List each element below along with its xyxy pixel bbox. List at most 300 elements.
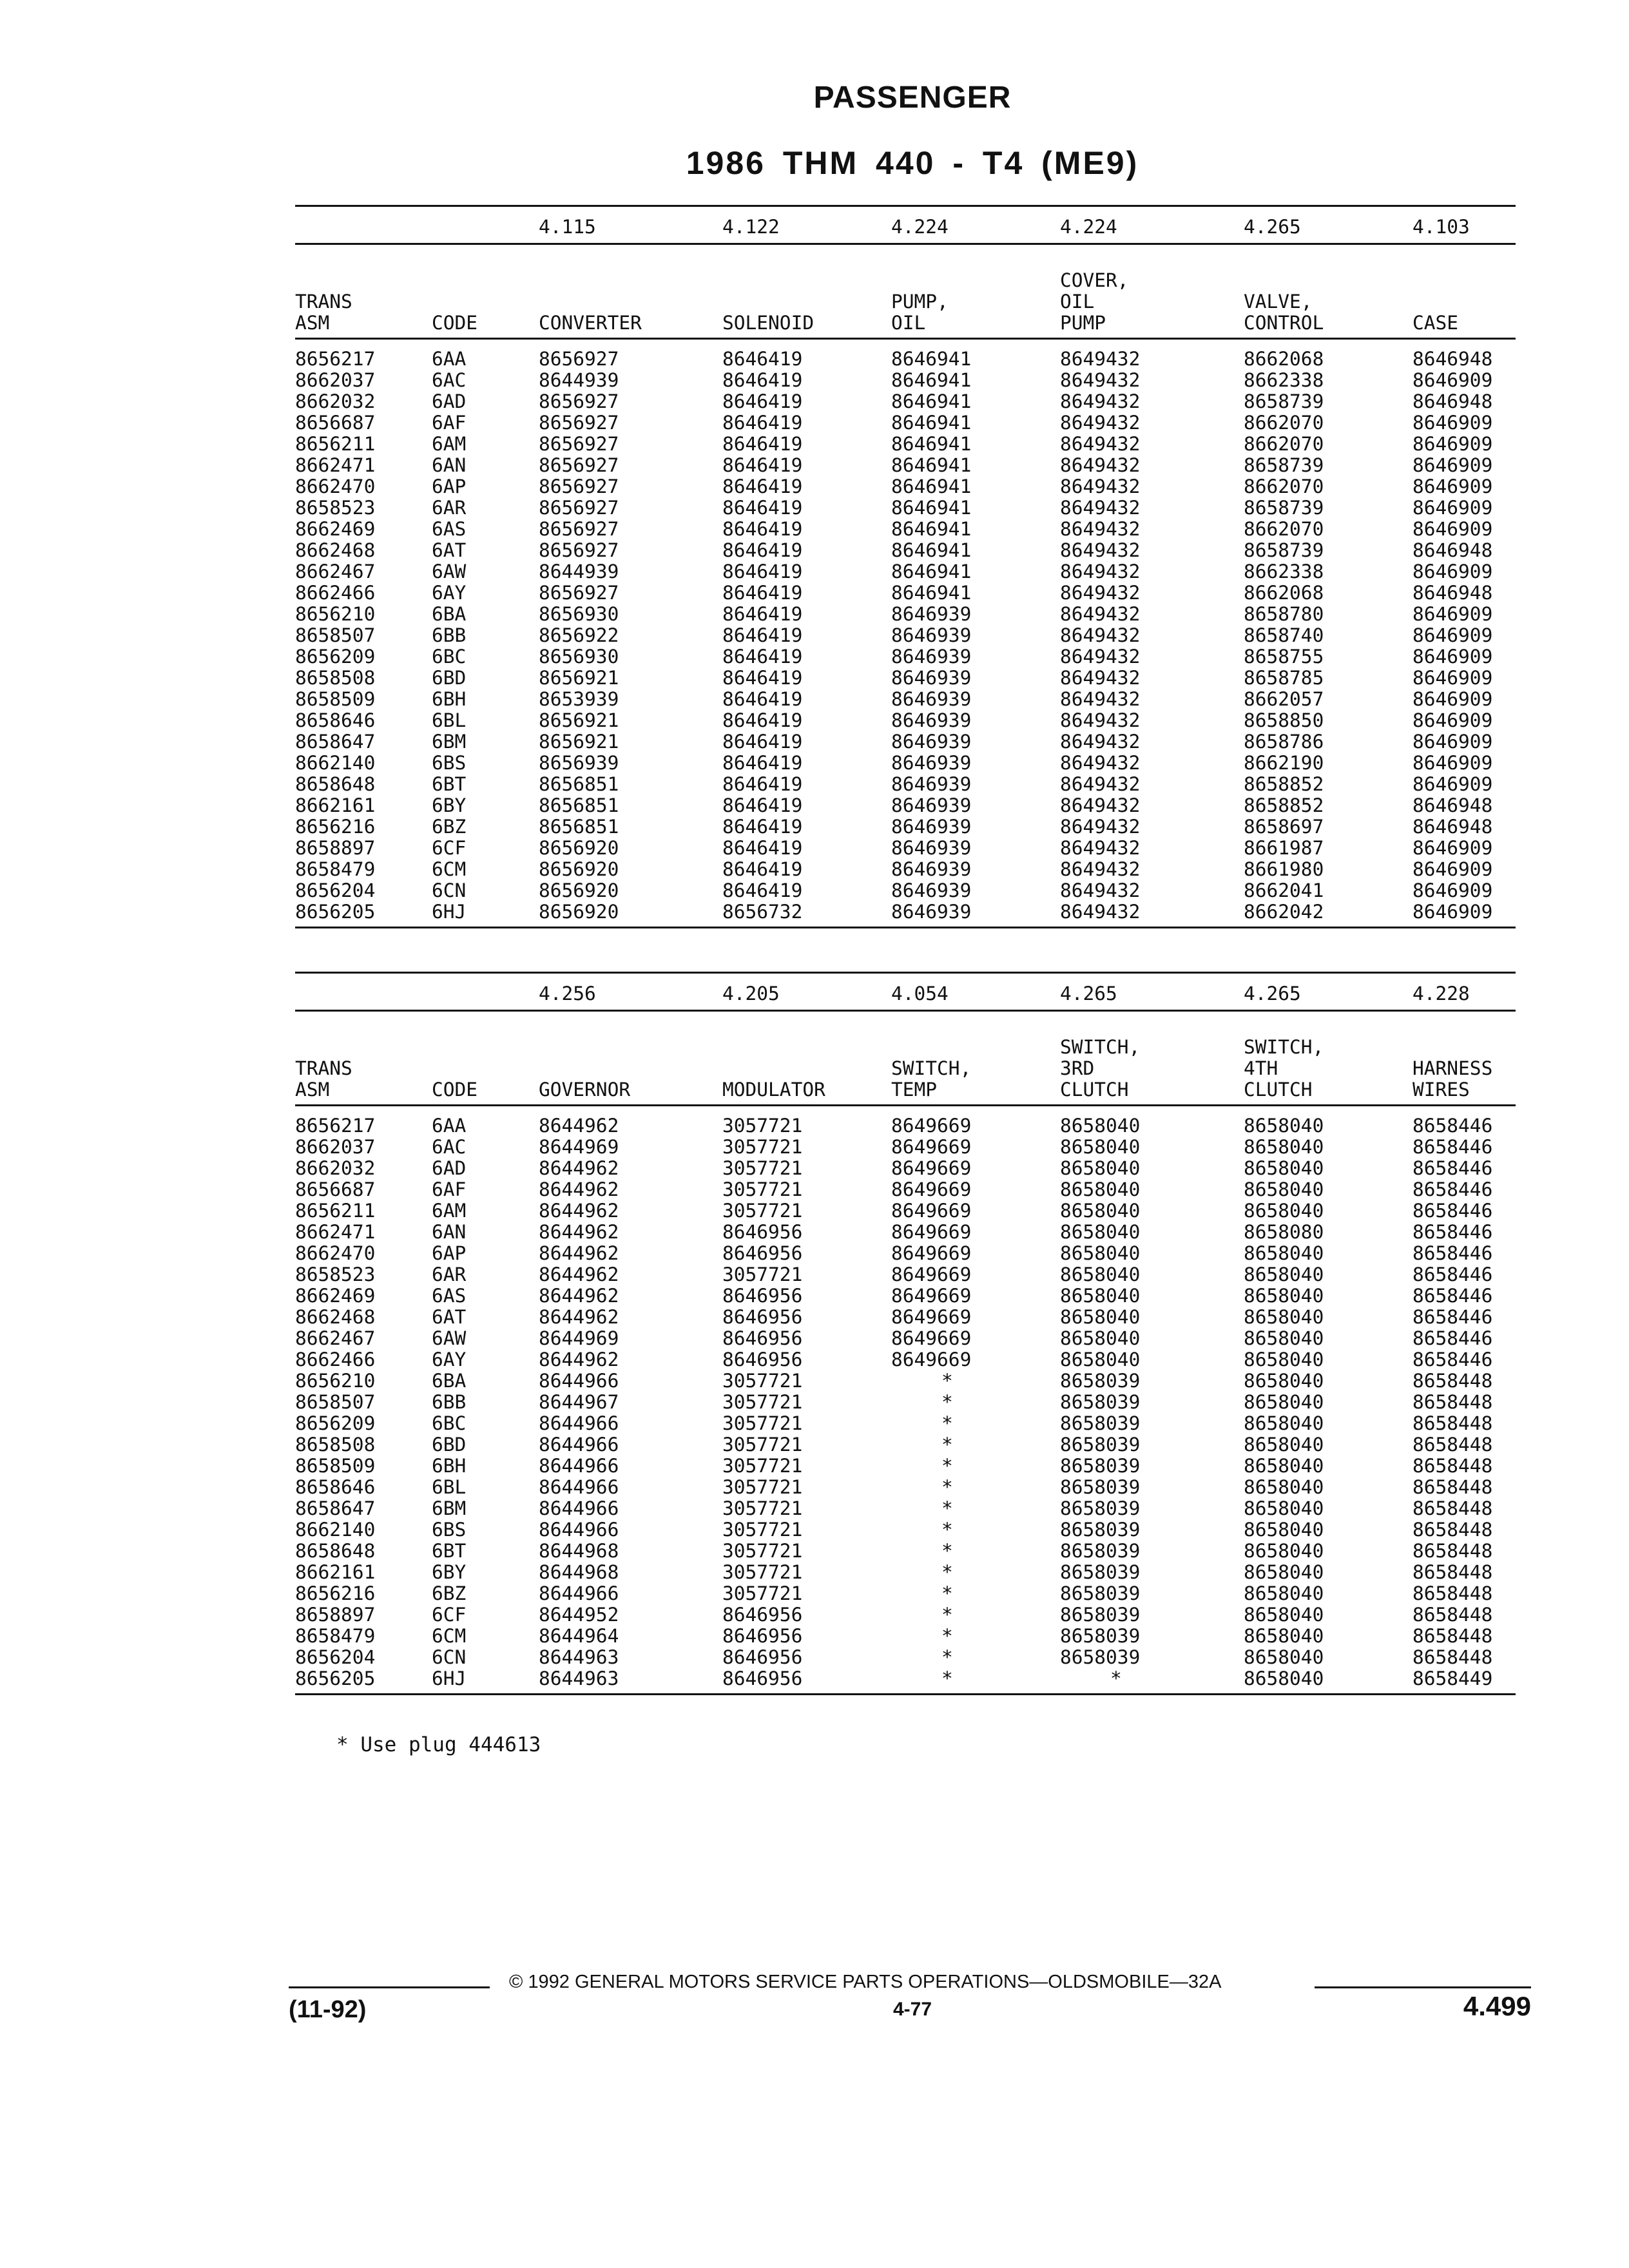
table-cell: 6BD [432,667,467,689]
table-cell: 8646909 [1412,561,1493,582]
table-cell: 8646419 [722,837,803,859]
table-cell: 6AY [432,1349,467,1370]
table-cell: 8649669 [891,1157,972,1179]
table-row [295,1604,1516,1626]
column-header-row [295,244,1516,339]
table-cell: 8646939 [891,837,972,859]
table-cell: 6CF [432,1604,467,1626]
table-cell: 8658448 [1412,1604,1493,1626]
table-cell: 8644966 [539,1434,619,1456]
table-cell: 8646419 [722,518,803,540]
table-cell: 8646956 [722,1646,803,1668]
table-cell: 8658040 [1244,1582,1324,1604]
table-cell: 8646941 [891,497,972,519]
table-cell: 8658040 [1244,1519,1324,1541]
column-header: TRANS ASM [295,1011,432,1106]
table-cell: 8658040 [1060,1136,1141,1158]
table-row [295,391,1516,412]
table-cell: 8649432 [1060,497,1141,519]
table-cell: 8656732 [722,901,803,923]
table-cell: 8649432 [1060,731,1141,753]
table-cell: 8658446 [1412,1178,1493,1200]
table-cell: 8646419 [722,731,803,753]
table-cell: 8662471 [295,1221,376,1243]
table-cell: 8658040 [1244,1667,1324,1689]
table-cell: 8646948 [1412,816,1493,838]
table-cell: 3057721 [722,1582,803,1604]
table-cell: 8649432 [1060,518,1141,540]
table-cell: 8658040 [1244,1136,1324,1158]
table-cell: 3057721 [722,1391,803,1413]
table-cell: 8658852 [1244,794,1324,816]
table-cell: 6BB [432,624,467,646]
table-cell: 8658448 [1412,1370,1493,1392]
column-header: SOLENOID [722,244,891,339]
table-cell: 8658646 [295,709,376,731]
table-cell: 8658040 [1244,1200,1324,1222]
table-cell: 8658039 [1060,1540,1141,1562]
column-header: CONVERTER [539,244,722,339]
table-cell: 8646419 [722,369,803,391]
table-cell: 8656927 [539,348,619,370]
table-cell: 8658448 [1412,1646,1493,1668]
table-cell: 8646419 [722,412,803,434]
page-subtitle: 1986 THM 440 - T4 (ME9) [686,145,1139,181]
table-cell: 8662070 [1244,518,1324,540]
table-cell: 8658446 [1412,1136,1493,1158]
table-cell: 8658446 [1412,1200,1493,1222]
table-cell: 8644962 [539,1306,619,1328]
table-cell: 8662037 [295,1136,376,1158]
table-cell: 8644966 [539,1582,619,1604]
table-cell: 8646941 [891,454,972,476]
table-cell: 8656851 [539,794,619,816]
table-cell: 8658448 [1412,1412,1493,1434]
table-cell: 8649432 [1060,412,1141,434]
table-row [295,476,1516,497]
table-cell: 8658040 [1244,1497,1324,1519]
table-cell: 8646941 [891,476,972,497]
table-rule [295,923,1516,928]
table-cell: 8656927 [539,412,619,434]
table-cell: 8644968 [539,1540,619,1562]
table-cell: * [941,1412,953,1434]
section-number [432,977,539,1011]
table-cell: 8658448 [1412,1434,1493,1456]
table-cell: 8658040 [1244,1157,1324,1179]
table-cell: 8658040 [1244,1476,1324,1498]
table-cell: 8644952 [539,1604,619,1626]
table-row [295,1200,1516,1222]
table-cell: 8646939 [891,773,972,795]
table-row [295,753,1516,774]
table-cell: 8658647 [295,731,376,753]
table-cell: 8656205 [295,901,376,923]
table-cell: 8658039 [1060,1519,1141,1541]
table-cell: 8649432 [1060,603,1141,625]
table-cell: 8658897 [295,1604,376,1626]
table-cell: 6BC [432,646,467,668]
column-header: GOVERNOR [539,1011,722,1106]
table-cell: 8658039 [1060,1646,1141,1668]
table-cell: 6AT [432,1306,467,1328]
table-cell: 8662190 [1244,752,1324,774]
table-cell: 8646941 [891,412,972,434]
table-cell: 8649432 [1060,624,1141,646]
table-cell: 8646956 [722,1667,803,1689]
table-cell: 8646909 [1412,667,1493,689]
table-cell: 8658040 [1060,1327,1141,1349]
table-cell: 8656210 [295,1370,376,1392]
table-cell: 8658446 [1412,1264,1493,1285]
table-cell: 8646948 [1412,348,1493,370]
table-cell: 8658646 [295,1476,376,1498]
table-cell: 8646419 [722,603,803,625]
table-cell: 8646939 [891,667,972,689]
table-cell: 6AY [432,582,467,604]
table-cell: 8644939 [539,561,619,582]
table-cell: 8646909 [1412,624,1493,646]
table-cell: 8658448 [1412,1561,1493,1583]
table-cell: 8658040 [1244,1327,1324,1349]
table-row [295,1626,1516,1647]
table-cell: 8646419 [722,879,803,901]
section-number: 4.224 [891,211,1060,244]
table-cell: 8662469 [295,1285,376,1307]
table-row [295,1583,1516,1604]
table-cell: 8656204 [295,1646,376,1668]
table-cell: 8656209 [295,646,376,668]
table-cell: * [941,1561,953,1583]
table-cell: 8658040 [1060,1115,1141,1137]
table-cell: 3057721 [722,1136,803,1158]
table-cell: 6AD [432,1157,467,1179]
table-cell: 8644966 [539,1497,619,1519]
table-cell: 8646909 [1412,773,1493,795]
table-cell: 8646909 [1412,518,1493,540]
table-cell: 8646948 [1412,390,1493,412]
section-number: 4.054 [891,977,1060,1011]
table-cell: 8662068 [1244,582,1324,604]
table-cell: 8662070 [1244,433,1324,455]
table-cell: 6AT [432,539,467,561]
table-cell: 8646948 [1412,539,1493,561]
table-cell: 8658040 [1060,1157,1141,1179]
table-cell: 3057721 [722,1540,803,1562]
table-cell: 8656930 [539,603,619,625]
table-cell: 8644939 [539,369,619,391]
table-cell: 8662470 [295,476,376,497]
table-cell: 8658446 [1412,1306,1493,1328]
table-row [295,1349,1516,1370]
table-cell: 8661980 [1244,858,1324,880]
table-cell: 8658647 [295,1497,376,1519]
table-cell: 8656927 [539,454,619,476]
table-cell: 3057721 [722,1200,803,1222]
table-cell: 8644962 [539,1285,619,1307]
table-cell: 8649669 [891,1349,972,1370]
table-row [295,646,1516,668]
table-cell: 8656920 [539,858,619,880]
table-cell: 8658040 [1060,1285,1141,1307]
table-cell: 6BM [432,731,467,753]
table-row [295,1413,1516,1434]
table-cell: 8658040 [1244,1242,1324,1264]
table-cell: 8646939 [891,731,972,753]
page-number: 4.499 [1463,1991,1531,2021]
table-cell: 8644963 [539,1646,619,1668]
table-cell: 6BB [432,1391,467,1413]
table-cell: 8649669 [891,1178,972,1200]
table-cell: 8658648 [295,773,376,795]
table-cell: 8658040 [1060,1200,1141,1222]
footer-date-code: (11-92) [289,1996,367,2023]
table-cell: 8658523 [295,497,376,519]
table-cell: 8658040 [1060,1264,1141,1285]
table-cell: 8646419 [722,348,803,370]
table-cell: 6AM [432,1200,467,1222]
table-cell: 8656211 [295,433,376,455]
table-cell: 8662042 [1244,901,1324,923]
table-cell: 6AW [432,561,467,582]
table-cell: 8646941 [891,582,972,604]
table-cell: 8646419 [722,624,803,646]
table-cell: 8646939 [891,879,972,901]
table-cell: 8646909 [1412,476,1493,497]
table-row [295,1541,1516,1562]
table-cell: 6BD [432,1434,467,1456]
table-cell: 8656204 [295,879,376,901]
column-header: TRANS ASM [295,244,432,339]
table-cell: 8646419 [722,561,803,582]
section-number [432,211,539,244]
table-cell: 8646939 [891,646,972,668]
table-row [295,540,1516,561]
table-cell: 8646419 [722,390,803,412]
table-cell: 8662467 [295,1327,376,1349]
table-cell: 8662032 [295,1157,376,1179]
section-number: 4.265 [1060,977,1244,1011]
table-cell: 8662161 [295,794,376,816]
table-cell: 6BL [432,709,467,731]
table-body [295,349,1516,923]
table-cell: 6HJ [432,1667,467,1689]
footer-rule [1315,1986,1531,1988]
table-cell: 8646939 [891,624,972,646]
table-cell: 8646419 [722,709,803,731]
table-row [295,774,1516,795]
table-cell: 6AC [432,369,467,391]
table-cell: * [941,1604,953,1626]
table-cell: 8649432 [1060,858,1141,880]
table-cell: 8658739 [1244,390,1324,412]
table-rule [295,1689,1516,1695]
table-cell: 6AS [432,1285,467,1307]
table-cell: 8649432 [1060,369,1141,391]
table-cell: 8658040 [1060,1349,1141,1370]
table-cell: 8646419 [722,454,803,476]
section-number: 4.228 [1412,977,1516,1011]
table-cell: 8662468 [295,539,376,561]
table-rule [295,206,1516,211]
table-cell: 3057721 [722,1434,803,1456]
table-cell: 8662161 [295,1561,376,1583]
table-cell: 8644962 [539,1178,619,1200]
table-cell: 8658448 [1412,1582,1493,1604]
table-cell: 8656920 [539,837,619,859]
table-cell: 8646956 [722,1285,803,1307]
table-cell: 6CF [432,837,467,859]
table-cell: 8658039 [1060,1561,1141,1583]
table-cell: 8646909 [1412,497,1493,519]
table-cell: 8658852 [1244,773,1324,795]
table-cell: 8662469 [295,518,376,540]
table-cell: 6BT [432,1540,467,1562]
section-number [295,977,432,1011]
table-cell: 8644962 [539,1157,619,1179]
table-row [295,838,1516,859]
table-cell: 8658448 [1412,1476,1493,1498]
table-cell: 8658448 [1412,1540,1493,1562]
section-number-row [295,211,1516,244]
table-cell: 8658039 [1060,1604,1141,1626]
table-row [295,1456,1516,1477]
table-cell: 8662070 [1244,476,1324,497]
table-cell: 8658040 [1244,1178,1324,1200]
table-cell: 6BZ [432,1582,467,1604]
table-cell: 8646941 [891,539,972,561]
table-cell: 8658446 [1412,1157,1493,1179]
section-number: 4.265 [1244,211,1412,244]
table-cell: 8649432 [1060,646,1141,668]
table-cell: 8649432 [1060,794,1141,816]
section-number: 4.115 [539,211,722,244]
table-cell: 8649669 [891,1285,972,1307]
table-cell: 8646941 [891,561,972,582]
section-number: 4.256 [539,977,722,1011]
table-row [295,582,1516,604]
table-cell: 6BM [432,1497,467,1519]
table-row [295,1285,1516,1307]
table-cell: 8646419 [722,752,803,774]
table-cell: 8644968 [539,1561,619,1583]
table-cell: 8658039 [1060,1497,1141,1519]
table-cell: 8644962 [539,1242,619,1264]
table-cell: * [941,1582,953,1604]
table-cell: 8656927 [539,582,619,604]
table-cell: 6CM [432,1625,467,1647]
table-cell: 8658040 [1244,1264,1324,1285]
table-cell: 8649432 [1060,539,1141,561]
table-row [295,561,1516,582]
table-row [295,497,1516,519]
table-cell: 8646941 [891,390,972,412]
table-cell: 8646939 [891,752,972,774]
table-cell: 8662466 [295,582,376,604]
table-cell: 8662468 [295,1306,376,1328]
table-cell: 8644966 [539,1519,619,1541]
table-cell: 6HJ [432,901,467,923]
table-cell: 6CN [432,879,467,901]
table-row [295,604,1516,625]
table-row [295,731,1516,753]
table-cell: 8644962 [539,1200,619,1222]
table-cell: 3057721 [722,1519,803,1541]
table-cell: 8658040 [1244,1434,1324,1456]
table-cell: 8658040 [1244,1646,1324,1668]
table-cell: 6AC [432,1136,467,1158]
table-cell: 8658040 [1244,1391,1324,1413]
table-cell: 8658509 [295,1455,376,1477]
table-cell: 8646419 [722,688,803,710]
table-row [295,1137,1516,1158]
table-cell: 8656927 [539,497,619,519]
column-header: COVER, OIL PUMP [1060,244,1244,339]
column-header: MODULATOR [722,1011,891,1106]
table-cell: 8658040 [1244,1349,1324,1370]
table-cell: 8658448 [1412,1497,1493,1519]
table-cell: 8646941 [891,369,972,391]
table-cell: 8646419 [722,582,803,604]
table-cell: 8644964 [539,1625,619,1647]
table-cell: 8646419 [722,476,803,497]
table-cell: 8658897 [295,837,376,859]
column-header-row [295,1011,1516,1106]
table-cell: 8646939 [891,901,972,923]
table-row [295,710,1516,731]
parts-table-2 [295,972,1516,1695]
table-cell: 8662338 [1244,369,1324,391]
table-cell: 8649432 [1060,901,1141,923]
table-cell: 8656216 [295,816,376,838]
table-cell: 8649432 [1060,348,1141,370]
table-cell: 8662041 [1244,879,1324,901]
table-row [295,455,1516,476]
table-cell: 8658040 [1244,1455,1324,1477]
table-cell: 8658785 [1244,667,1324,689]
table-cell: 3057721 [722,1264,803,1285]
table-row [295,795,1516,816]
table-cell: * [941,1667,953,1689]
table-cell: 8658446 [1412,1221,1493,1243]
table-cell: 8656930 [539,646,619,668]
table-body [295,1115,1516,1689]
table-cell: 6AF [432,412,467,434]
table-cell: 6BY [432,1561,467,1583]
table-cell: 6BS [432,752,467,774]
table-cell: 8646941 [891,348,972,370]
table-row [295,1647,1516,1668]
table-cell: 8646956 [722,1349,803,1370]
table-cell: 8658039 [1060,1412,1141,1434]
table-cell: 8644962 [539,1349,619,1370]
footer-copyright: © 1992 GENERAL MOTORS SERVICE PARTS OPERATIONS—OLDSMOBILE—32A [509,1972,1222,1992]
table-row [295,689,1516,710]
table-cell: * [941,1625,953,1647]
section-number: 4.265 [1244,977,1412,1011]
table-cell: 8658739 [1244,454,1324,476]
table-cell: 8646909 [1412,603,1493,625]
table-cell: 8646939 [891,709,972,731]
table-cell: 8646419 [722,794,803,816]
table-cell: 8646419 [722,433,803,455]
table-row [295,668,1516,689]
table-cell: 8644963 [539,1667,619,1689]
table-cell: 8658507 [295,1391,376,1413]
table-cell: 6AN [432,454,467,476]
table-cell: 8649669 [891,1306,972,1328]
column-header: CODE [432,1011,539,1106]
